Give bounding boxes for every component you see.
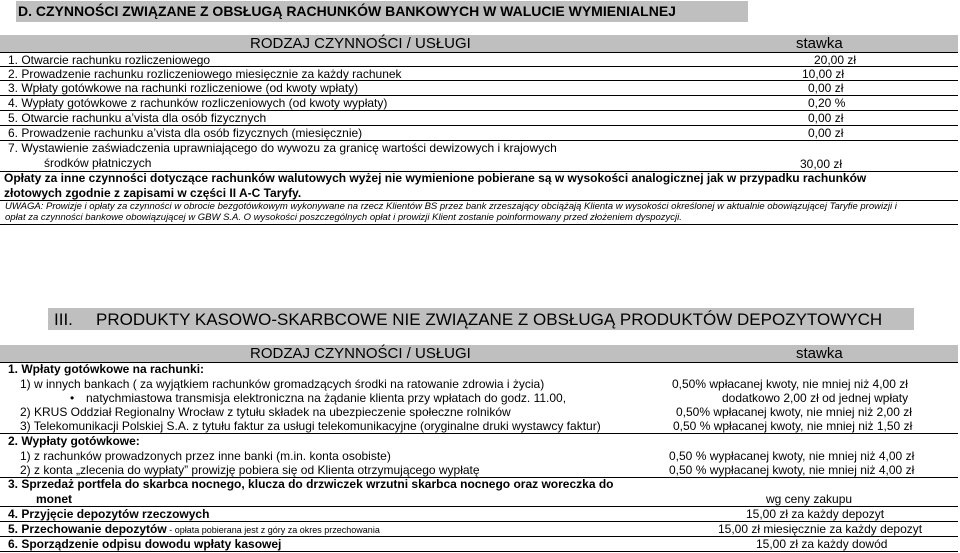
section-iii-title: PRODUKTY KASOWO-SKARBCOWE NIE ZWIĄZANE Z OBSŁUGĄ PRODUKTÓW DEPOZYTOWYCH <box>96 310 883 329</box>
section-iii-g1-rate3: 0,50 % wpłacanej kwoty, nie mniej niż 1,50 zł <box>673 419 913 433</box>
section-iii-row-4-rate: 15,00 zł za każdy depozyt <box>746 507 885 521</box>
section-d-other-fees-line2: złotowych zgodnie z zapisami w części II A-C Taryfy. <box>4 186 302 200</box>
section-d-row-4-rate: 0,20 % <box>808 96 846 110</box>
section-d-note-line2: opłat za czynności bankowe obowiązującej w GBW S.A. O wysokości poszczególnych opłat i prowizji Klient zostanie poinformowany przed złożeniem dyspozycji. <box>5 212 682 223</box>
section-iii-g1-title: 1. Wpłaty gotówkowe na rachunki: <box>8 362 205 376</box>
table-rule <box>0 224 958 225</box>
section-d-row-5-rate: 0,00 zł <box>808 111 844 125</box>
section-iii-row-5 <box>8 522 380 536</box>
section-d-header-rate: stawka <box>796 35 843 52</box>
section-iii-g2-rate2: 0,50 % wypłacanej kwoty, nie mniej niż 4,00 zł <box>669 463 915 477</box>
section-iii-g1-line1b: natychmiastowa transmisja elektroniczna na żądanie klienta przy wpłatach do godz. 11.00, <box>86 391 567 405</box>
section-iii-number: III. <box>54 310 73 329</box>
section-iii-g1-line1: 1) w innych bankach ( za wyjątkiem rachunków gromadzących środki na ratowanie zdrowia i życia) <box>20 377 545 391</box>
section-d-other-fees-line1: Opłaty za inne czynności dotyczące rachunków walutowych wyżej nie wymienione pobierane są w wysokości analogicznej jak w przypadku rachunków <box>4 171 867 185</box>
section-d-row-3: 3. Wpłaty gotówkowe na rachunki rozliczeniowe (od kwoty wpłaty) <box>8 81 359 95</box>
section-d-title: D. CZYNNOŚCI ZWIĄZANE Z OBSŁUGĄ RACHUNKÓW BANKOWYCH W WALUCIE WYMIENIALNEJ <box>18 3 676 19</box>
section-d-row-4: 4. Wypłaty gotówkowe z rachunków rozliczeniowych (od kwoty wypłaty) <box>8 96 388 110</box>
section-iii-g2-line1: 1) z rachunków prowadzonych przez inne banki (m.in. konta osobiste) <box>20 449 391 463</box>
section-iii-row-6: 6. Sporządzenie odpisu dowodu wpłaty kasowej <box>8 537 282 551</box>
section-d-row-7-line2: środków płatniczych <box>44 156 152 170</box>
section-iii-g1-line2: 2) KRUS Oddział Regionalny Wrocław z tytułu składek na ubezpieczenie społeczne rolników <box>20 405 511 419</box>
section-d-row-1: 1. Otwarcie rachunku rozliczeniowego <box>8 53 211 67</box>
section-iii-row-3-rate: wg ceny zakupu <box>766 492 853 506</box>
section-iii-g1-line3: 3) Telekomunikacji Polskiej S.A. z tytułu faktur za usługi telekomunikacyjne (oryginalne druki wystawcy faktur) <box>20 419 601 433</box>
section-d-row-3-rate: 0,00 zł <box>808 81 844 95</box>
section-iii-g2-line2: 2) z konta „zlecenia do wypłaty” prowizję pobiera się od Klienta otrzymującego wypłatę <box>20 463 480 477</box>
table-rule <box>0 551 958 552</box>
section-d-note-line1: UWAGA: Prowizje i opłaty za czynności w obrocie bezgotówkowym wykonywane na rzecz Klientów BS przez bank zrzeszający obciążają Klienta w wysokości określonej w aktualnie obowiązującej Taryfie prowizji i <box>5 201 897 212</box>
section-d-row-7-line1: 7. Wystawienie zaświadczenia uprawniającego do wywozu za granicę wartości dewizowych i krajowych <box>8 141 557 155</box>
section-d-row-5: 5. Otwarcie rachunku a’vista dla osób fizycznych <box>8 111 267 125</box>
section-d-row-2: 2. Prowadzenie rachunku rozliczeniowego miesięcznie za każdy rachunek <box>8 67 402 81</box>
section-iii-row-3-line1: 3. Sprzedaż portfela do skarbca nocnego, klucza do drzwiczek wrzutni skarbca nocnego oraz woreczka do <box>8 477 614 491</box>
section-d-row-7-rate: 30,00 zł <box>800 157 843 171</box>
section-d-header-service: RODZAJ CZYNNOŚCI / USŁUGI <box>250 35 471 52</box>
section-iii-g1-rate2: 0,50% wpłacanej kwoty, nie mniej niż 2,00 zł <box>676 405 912 419</box>
section-iii-header-service: RODZAJ CZYNNOŚCI / USŁUGI <box>250 345 471 362</box>
section-iii-row-5-label: 5. Przechowanie depozytów <box>8 522 167 536</box>
section-d-row-6: 6. Prowadzenie rachunku a’vista dla osób fizycznych (miesięcznie) <box>8 126 363 140</box>
section-iii-g2-rate1: 0,50 % wypłacanej kwoty, nie mniej niż 4,00 zł <box>669 449 915 463</box>
section-iii-row-4: 4. Przyjęcie depozytów rzeczowych <box>8 507 210 521</box>
section-iii-row-5-note: - opłata pobierana jest z góry za okres przechowania <box>166 525 380 535</box>
section-d-row-6-rate: 0,00 zł <box>808 126 844 140</box>
section-iii-header-rate: stawka <box>796 345 843 362</box>
section-d-row-1-rate: 20,00 zł <box>814 53 857 67</box>
section-iii-g1-rate1: 0,50% wpłacanej kwoty, nie mniej niż 4,00 zł <box>672 377 908 391</box>
section-iii-row-5-rate: 15,00 zł miesięcznie za każdy depozyt <box>718 522 923 536</box>
section-d-row-2-rate: 10,00 zł <box>802 67 845 81</box>
section-iii-row-3-line2: monet <box>36 492 72 506</box>
table-rule <box>0 433 958 434</box>
section-iii-g2-title: 2. Wypłaty gotówkowe: <box>8 434 140 448</box>
bullet-icon: • <box>70 391 75 405</box>
section-iii-g1-rate1b: dodatkowo 2,00 zł od jednej wpłaty <box>722 391 909 405</box>
section-iii-row-6-rate: 15,00 zł za każdy dowód <box>756 537 888 551</box>
